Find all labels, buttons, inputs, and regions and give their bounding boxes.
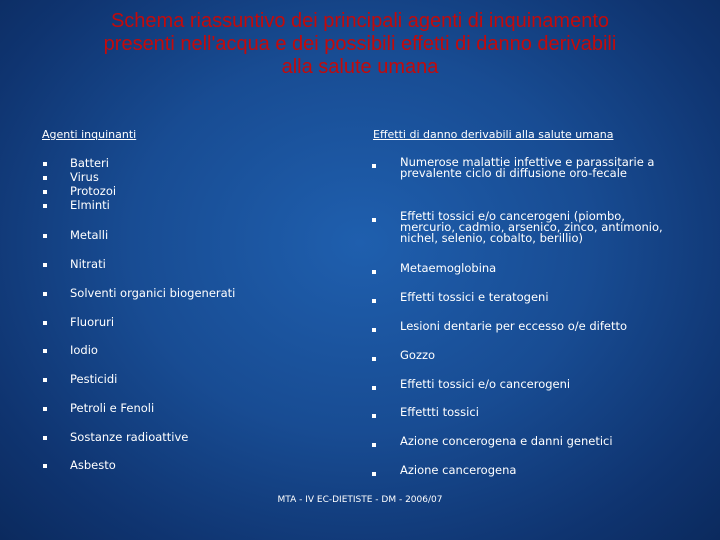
effect-item-line: Effettti tossici bbox=[400, 405, 479, 419]
effect-item-line: Azione concerogena e danni genetici bbox=[400, 434, 613, 448]
effect-item-line: Effetti tossici e/o cancerogeni bbox=[400, 377, 571, 391]
effect-item bbox=[400, 465, 516, 476]
pollutant-item: Fluoruri bbox=[70, 315, 115, 329]
bullet-icon bbox=[372, 218, 376, 222]
effect-item bbox=[400, 211, 663, 244]
footer-text: MTA - IV EC-DIETISTE - DM - 2006/07 bbox=[277, 495, 443, 505]
pollutant-item: Petroli e Fenoli bbox=[70, 401, 155, 415]
effect-item bbox=[400, 292, 549, 303]
effect-item bbox=[400, 321, 627, 332]
pollutant-item: Iodio bbox=[70, 343, 98, 357]
bullet-icon bbox=[43, 190, 47, 194]
bullet-icon bbox=[372, 328, 376, 332]
bullet-icon bbox=[43, 349, 47, 353]
bullet-icon bbox=[372, 299, 376, 303]
bullet-icon bbox=[43, 234, 47, 238]
effect-item bbox=[400, 379, 570, 390]
effect-item-line: Numerose malattie infettive e parassitarie a bbox=[400, 155, 655, 169]
effect-item bbox=[400, 407, 479, 418]
effect-item bbox=[400, 263, 496, 274]
bullet-icon bbox=[43, 464, 47, 468]
slide-title bbox=[20, 10, 700, 79]
effect-item-line: Lesioni dentarie per eccesso o/e difetto bbox=[400, 319, 628, 333]
bullet-icon bbox=[43, 407, 47, 411]
effect-item-line: Effetti tossici e/o cancerogeni (piombo, bbox=[400, 209, 625, 223]
effect-item-line: Gozzo bbox=[400, 348, 436, 362]
title-line-2: presenti nell'acqua e dei possibili effetti di danno derivabili bbox=[103, 33, 617, 55]
bullet-icon bbox=[372, 443, 376, 447]
pollutant-item: Pesticidi bbox=[70, 372, 118, 386]
effect-item-line: nichel, selenio, cobalto, berillio) bbox=[400, 231, 584, 245]
effect-item bbox=[400, 436, 613, 447]
effect-item-line: Metaemoglobina bbox=[400, 261, 497, 275]
bullet-icon bbox=[43, 162, 47, 166]
bullet-icon bbox=[43, 263, 47, 267]
pollutant-item: Elminti bbox=[70, 198, 110, 212]
pollutant-item: Batteri bbox=[70, 156, 109, 170]
bullet-icon bbox=[372, 270, 376, 274]
effect-item-line: prevalente ciclo di diffusione oro-fecale bbox=[400, 166, 628, 180]
pollutant-item: Metalli bbox=[70, 228, 109, 242]
pollutant-item: Nitrati bbox=[70, 257, 106, 271]
effect-item-line: mercurio, cadmio, arsenico, zinco, antimonio, bbox=[400, 220, 663, 234]
left-column-header: Agenti inquinanti bbox=[42, 128, 137, 141]
bullet-icon bbox=[372, 472, 376, 476]
bullet-icon bbox=[372, 164, 376, 168]
pollutant-item: Virus bbox=[70, 170, 99, 184]
title-line-1: Schema riassuntivo dei principali agenti di inquinamento bbox=[110, 10, 610, 32]
bullet-icon bbox=[43, 436, 47, 440]
effect-item-line: Effetti tossici e teratogeni bbox=[400, 290, 549, 304]
pollutant-item: Protozoi bbox=[70, 184, 117, 198]
effect-item-line: Azione cancerogena bbox=[400, 463, 517, 477]
bullet-icon bbox=[372, 386, 376, 390]
pollutant-item: Asbesto bbox=[70, 458, 116, 472]
pollutant-item: Sostanze radioattive bbox=[70, 430, 189, 444]
right-column-header: Effetti di danno derivabili alla salute umana bbox=[373, 128, 614, 141]
bullet-icon bbox=[372, 357, 376, 361]
bullet-icon bbox=[43, 204, 47, 208]
bullet-icon bbox=[43, 378, 47, 382]
effect-item bbox=[400, 350, 435, 361]
pollutant-item: Solventi organici biogenerati bbox=[70, 286, 236, 300]
bullet-icon bbox=[372, 414, 376, 418]
effect-item bbox=[400, 157, 654, 179]
title-line-3: alla salute umana bbox=[281, 56, 439, 78]
bullet-icon bbox=[43, 176, 47, 180]
bullet-icon bbox=[43, 321, 47, 325]
bullet-icon bbox=[43, 292, 47, 296]
